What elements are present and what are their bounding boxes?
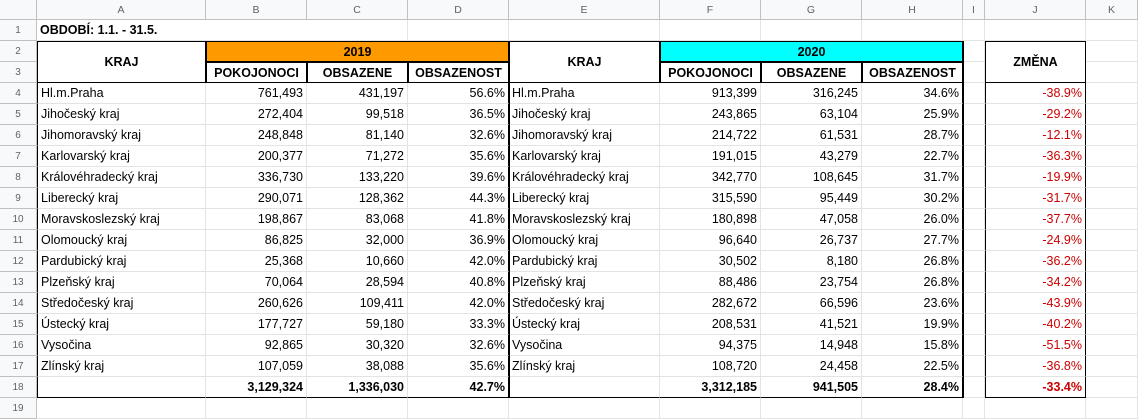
grid-cell[interactable] <box>1086 356 1138 377</box>
cell-pokojonoci-2019[interactable]: 290,071 <box>206 188 307 209</box>
grid-cell[interactable] <box>1086 104 1138 125</box>
cell-obsazene-2019[interactable]: 28,594 <box>307 272 408 293</box>
cell-kraj-2019[interactable]: Plzeňský kraj <box>37 272 206 293</box>
grid-cell[interactable] <box>862 398 963 419</box>
column-header-a[interactable]: A <box>37 0 206 20</box>
grid-cell[interactable] <box>1086 41 1138 62</box>
grid-cell[interactable] <box>1086 83 1138 104</box>
grid-cell[interactable] <box>963 104 985 125</box>
cell-obsazenost-2020[interactable]: 28.7% <box>862 125 963 146</box>
cell-obsazene-2019[interactable]: 109,411 <box>307 293 408 314</box>
cell-obsazenost-2020[interactable]: 27.7% <box>862 230 963 251</box>
grid-cell[interactable] <box>1086 335 1138 356</box>
grid-cell[interactable] <box>307 398 408 419</box>
period-label[interactable]: OBDOBÍ: 1.1. - 31.5. <box>37 20 307 41</box>
header-obsazene-2019[interactable]: OBSAZENE <box>307 62 408 83</box>
cell-obsazene-2019[interactable]: 32,000 <box>307 230 408 251</box>
cell-obsazene-2019[interactable]: 133,220 <box>307 167 408 188</box>
cell-zmena[interactable]: -40.2% <box>985 314 1086 335</box>
grid-cell[interactable] <box>509 398 660 419</box>
cell-pokojonoci-2019[interactable]: 260,626 <box>206 293 307 314</box>
cell-obsazenost-2019[interactable]: 36.9% <box>408 230 509 251</box>
cell-pokojonoci-2019[interactable]: 198,867 <box>206 209 307 230</box>
cell-obsazene-2019[interactable]: 71,272 <box>307 146 408 167</box>
grid-cell[interactable] <box>660 398 761 419</box>
cell-obsazene-2019[interactable]: 99,518 <box>307 104 408 125</box>
cell-obsazene-2020[interactable]: 26,737 <box>761 230 862 251</box>
grid-cell[interactable] <box>1086 167 1138 188</box>
cell-zmena[interactable]: -36.2% <box>985 251 1086 272</box>
header-pokojonoci-2019[interactable]: POKOJONOCI <box>206 62 307 83</box>
grid-cell[interactable] <box>1086 62 1138 83</box>
cell-kraj-2019[interactable]: Vysočina <box>37 335 206 356</box>
grid-cell[interactable] <box>1086 398 1138 419</box>
cell-pokojonoci-2019[interactable]: 86,825 <box>206 230 307 251</box>
total-obsazenost-2019[interactable]: 42.7% <box>408 377 509 398</box>
total-pokojonoci-2019[interactable]: 3,129,324 <box>206 377 307 398</box>
grid-cell[interactable] <box>1086 230 1138 251</box>
row-header-13[interactable]: 13 <box>0 272 37 293</box>
cell-kraj-2019[interactable]: Hl.m.Praha <box>37 83 206 104</box>
cell-kraj-2019[interactable]: Ústecký kraj <box>37 314 206 335</box>
cell-obsazenost-2019[interactable]: 32.6% <box>408 125 509 146</box>
row-header-5[interactable]: 5 <box>0 104 37 125</box>
cell-obsazenost-2020[interactable]: 15.8% <box>862 335 963 356</box>
cell-obsazene-2020[interactable]: 43,279 <box>761 146 862 167</box>
grid-cell[interactable] <box>761 20 862 41</box>
cell-obsazenost-2020[interactable]: 22.7% <box>862 146 963 167</box>
cell-pokojonoci-2020[interactable]: 214,722 <box>660 125 761 146</box>
cell-obsazenost-2019[interactable]: 41.8% <box>408 209 509 230</box>
cell-kraj-2020[interactable]: Liberecký kraj <box>509 188 660 209</box>
cell-obsazene-2020[interactable]: 24,458 <box>761 356 862 377</box>
grid-cell[interactable] <box>963 398 985 419</box>
cell-pokojonoci-2020[interactable]: 208,531 <box>660 314 761 335</box>
cell-obsazene-2019[interactable]: 431,197 <box>307 83 408 104</box>
cell-obsazene-2020[interactable]: 8,180 <box>761 251 862 272</box>
cell-obsazene-2020[interactable]: 61,531 <box>761 125 862 146</box>
cell-obsazenost-2020[interactable]: 26.8% <box>862 272 963 293</box>
grid-cell[interactable] <box>1086 293 1138 314</box>
column-header-j[interactable]: J <box>985 0 1086 20</box>
cell-obsazenost-2020[interactable]: 34.6% <box>862 83 963 104</box>
total-zmena[interactable]: -33.4% <box>985 377 1086 398</box>
cell-kraj-2019[interactable]: Jihočeský kraj <box>37 104 206 125</box>
row-header-6[interactable]: 6 <box>0 125 37 146</box>
cell-zmena[interactable]: -51.5% <box>985 335 1086 356</box>
row-header-2[interactable]: 2 <box>0 41 37 62</box>
select-all-corner[interactable] <box>0 0 37 20</box>
cell-pokojonoci-2020[interactable]: 243,865 <box>660 104 761 125</box>
column-header-i[interactable]: I <box>963 0 985 20</box>
grid-cell[interactable] <box>408 20 509 41</box>
cell-obsazenost-2019[interactable]: 32.6% <box>408 335 509 356</box>
grid-cell[interactable] <box>963 83 985 104</box>
row-header-11[interactable]: 11 <box>0 230 37 251</box>
cell-obsazenost-2019[interactable]: 33.3% <box>408 314 509 335</box>
cell-obsazene-2020[interactable]: 14,948 <box>761 335 862 356</box>
grid-cell[interactable] <box>963 146 985 167</box>
grid-cell[interactable] <box>1086 251 1138 272</box>
column-header-d[interactable]: D <box>408 0 509 20</box>
cell-obsazenost-2019[interactable]: 35.6% <box>408 356 509 377</box>
grid-cell[interactable] <box>1086 188 1138 209</box>
cell-zmena[interactable]: -34.2% <box>985 272 1086 293</box>
cell-kraj-2020[interactable]: Zlínský kraj <box>509 356 660 377</box>
header-obsazene-2020[interactable]: OBSAZENE <box>761 62 862 83</box>
cell-kraj-2020[interactable]: Jihočeský kraj <box>509 104 660 125</box>
cell-kraj-2020[interactable]: Pardubický kraj <box>509 251 660 272</box>
cell-obsazenost-2020[interactable]: 23.6% <box>862 293 963 314</box>
column-header-e[interactable]: E <box>509 0 660 20</box>
cell-obsazene-2020[interactable]: 63,104 <box>761 104 862 125</box>
cell-pokojonoci-2020[interactable]: 96,640 <box>660 230 761 251</box>
grid-cell[interactable] <box>509 20 660 41</box>
cell-obsazenost-2019[interactable]: 35.6% <box>408 146 509 167</box>
grid-cell[interactable] <box>963 293 985 314</box>
grid-cell[interactable] <box>963 335 985 356</box>
row-header-15[interactable]: 15 <box>0 314 37 335</box>
cell-zmena[interactable]: -43.9% <box>985 293 1086 314</box>
cell-obsazene-2020[interactable]: 108,645 <box>761 167 862 188</box>
grid-cell[interactable] <box>963 125 985 146</box>
cell-pokojonoci-2020[interactable]: 94,375 <box>660 335 761 356</box>
grid-cell[interactable] <box>963 62 985 83</box>
grid-cell[interactable] <box>985 20 1086 41</box>
row-header-17[interactable]: 17 <box>0 356 37 377</box>
header-kraj-2020[interactable]: KRAJ <box>509 41 660 83</box>
grid-cell[interactable] <box>963 230 985 251</box>
cell-kraj-2019[interactable]: Pardubický kraj <box>37 251 206 272</box>
grid-cell[interactable] <box>963 41 985 62</box>
cell-zmena[interactable]: -29.2% <box>985 104 1086 125</box>
grid-cell[interactable] <box>1086 377 1138 398</box>
column-header-c[interactable]: C <box>307 0 408 20</box>
column-header-k[interactable]: K <box>1086 0 1138 20</box>
grid-cell[interactable] <box>963 272 985 293</box>
cell-obsazenost-2019[interactable]: 56.6% <box>408 83 509 104</box>
cell-zmena[interactable]: -12.1% <box>985 125 1086 146</box>
cell-obsazene-2019[interactable]: 10,660 <box>307 251 408 272</box>
divider-right-2020 <box>963 41 964 398</box>
cell-pokojonoci-2019[interactable]: 248,848 <box>206 125 307 146</box>
cell-kraj-2019[interactable]: Zlínský kraj <box>37 356 206 377</box>
cell-obsazenost-2020[interactable]: 26.0% <box>862 209 963 230</box>
grid-cell[interactable] <box>963 356 985 377</box>
cell-pokojonoci-2020[interactable]: 108,720 <box>660 356 761 377</box>
cell-kraj-2020[interactable]: Středočeský kraj <box>509 293 660 314</box>
cell-zmena[interactable]: -19.9% <box>985 167 1086 188</box>
cell-obsazenost-2020[interactable]: 31.7% <box>862 167 963 188</box>
row-header-4[interactable]: 4 <box>0 83 37 104</box>
cell-kraj-2019[interactable]: Liberecký kraj <box>37 188 206 209</box>
cell-obsazenost-2019[interactable]: 36.5% <box>408 104 509 125</box>
cell-obsazenost-2020[interactable]: 19.9% <box>862 314 963 335</box>
grid-cell[interactable] <box>761 398 862 419</box>
cell-pokojonoci-2019[interactable]: 92,865 <box>206 335 307 356</box>
header-obsazenost-2019[interactable]: OBSAZENOST <box>408 62 509 83</box>
cell-obsazenost-2019[interactable]: 42.0% <box>408 251 509 272</box>
grid-cell[interactable] <box>963 167 985 188</box>
cell-total-label[interactable] <box>37 377 206 398</box>
column-header-b[interactable]: B <box>206 0 307 20</box>
cell-pokojonoci-2019[interactable]: 336,730 <box>206 167 307 188</box>
grid-cell[interactable] <box>1086 146 1138 167</box>
grid-cell[interactable] <box>206 398 307 419</box>
cell-obsazene-2019[interactable]: 38,088 <box>307 356 408 377</box>
cell-obsazene-2019[interactable]: 128,362 <box>307 188 408 209</box>
cell-zmena[interactable]: -36.8% <box>985 356 1086 377</box>
row-header-7[interactable]: 7 <box>0 146 37 167</box>
grid-cell[interactable] <box>660 20 761 41</box>
cell-zmena[interactable]: -24.9% <box>985 230 1086 251</box>
grid-cell[interactable] <box>985 398 1086 419</box>
cell-obsazene-2020[interactable]: 95,449 <box>761 188 862 209</box>
cell-obsazene-2020[interactable]: 66,596 <box>761 293 862 314</box>
total-obsazenost-2020[interactable]: 28.4% <box>862 377 963 398</box>
row-header-18[interactable]: 18 <box>0 377 37 398</box>
cell-obsazenost-2019[interactable]: 42.0% <box>408 293 509 314</box>
cell-pokojonoci-2020[interactable]: 30,502 <box>660 251 761 272</box>
grid-cell[interactable] <box>963 377 985 398</box>
cell-kraj-2020[interactable]: Jihomoravský kraj <box>509 125 660 146</box>
cell-obsazenost-2020[interactable]: 22.5% <box>862 356 963 377</box>
grid-cell[interactable] <box>1086 125 1138 146</box>
cell-pokojonoci-2019[interactable]: 761,493 <box>206 83 307 104</box>
cell-obsazene-2019[interactable]: 81,140 <box>307 125 408 146</box>
grid-cell[interactable] <box>1086 314 1138 335</box>
cell-kraj-2020[interactable]: Olomoucký kraj <box>509 230 660 251</box>
total-obsazene-2020[interactable]: 941,505 <box>761 377 862 398</box>
header-pokojonoci-2020[interactable]: POKOJONOCI <box>660 62 761 83</box>
cell-obsazenost-2020[interactable]: 30.2% <box>862 188 963 209</box>
cell-pokojonoci-2019[interactable]: 25,368 <box>206 251 307 272</box>
row-header-8[interactable]: 8 <box>0 167 37 188</box>
cell-zmena[interactable]: -38.9% <box>985 83 1086 104</box>
grid-cell[interactable] <box>963 251 985 272</box>
cell-pokojonoci-2019[interactable]: 70,064 <box>206 272 307 293</box>
grid-cell[interactable] <box>1086 272 1138 293</box>
grid-cell[interactable] <box>37 398 206 419</box>
grid-cell[interactable] <box>963 20 985 41</box>
grid-cell[interactable] <box>862 20 963 41</box>
cell-obsazene-2019[interactable]: 30,320 <box>307 335 408 356</box>
cell-kraj-2019[interactable]: Olomoucký kraj <box>37 230 206 251</box>
header-obsazenost-2020[interactable]: OBSAZENOST <box>862 62 963 83</box>
grid-cell[interactable] <box>408 398 509 419</box>
row-header-1[interactable]: 1 <box>0 20 37 41</box>
cell-kraj-2019[interactable]: Středočeský kraj <box>37 293 206 314</box>
cell-kraj-2019[interactable]: Karlovarský kraj <box>37 146 206 167</box>
grid-cell[interactable] <box>1086 209 1138 230</box>
cell-pokojonoci-2019[interactable]: 107,059 <box>206 356 307 377</box>
header-zmena[interactable]: ZMĚNA <box>985 41 1086 83</box>
cell-kraj-2020[interactable]: Moravskoslezský kraj <box>509 209 660 230</box>
row-header-10[interactable]: 10 <box>0 209 37 230</box>
grid-cell[interactable] <box>307 20 408 41</box>
cell-pokojonoci-2020[interactable]: 282,672 <box>660 293 761 314</box>
cell-pokojonoci-2020[interactable]: 191,015 <box>660 146 761 167</box>
cell-kraj-2020[interactable]: Karlovarský kraj <box>509 146 660 167</box>
cell-pokojonoci-2019[interactable]: 177,727 <box>206 314 307 335</box>
cell-zmena[interactable]: -36.3% <box>985 146 1086 167</box>
cell-zmena[interactable]: -31.7% <box>985 188 1086 209</box>
cell-kraj-2019[interactable]: Jihomoravský kraj <box>37 125 206 146</box>
cell-obsazene-2019[interactable]: 83,068 <box>307 209 408 230</box>
grid-cell[interactable] <box>1086 20 1138 41</box>
cell-kraj-2020[interactable]: Plzeňský kraj <box>509 272 660 293</box>
row-header-3[interactable]: 3 <box>0 62 37 83</box>
cell-obsazenost-2019[interactable]: 39.6% <box>408 167 509 188</box>
column-header-f[interactable]: F <box>660 0 761 20</box>
cell-obsazene-2020[interactable]: 41,521 <box>761 314 862 335</box>
cell-zmena[interactable]: -37.7% <box>985 209 1086 230</box>
cell-kraj-2019[interactable]: Moravskoslezský kraj <box>37 209 206 230</box>
cell-kraj-2020[interactable]: Hl.m.Praha <box>509 83 660 104</box>
cell-pokojonoci-2020[interactable]: 88,486 <box>660 272 761 293</box>
cell-kraj-2019[interactable]: Královéhradecký kraj <box>37 167 206 188</box>
cell-kraj-2020[interactable]: Královéhradecký kraj <box>509 167 660 188</box>
header-year-2019[interactable]: 2019 <box>206 41 509 62</box>
grid-cell[interactable] <box>963 209 985 230</box>
cell-obsazene-2020[interactable]: 316,245 <box>761 83 862 104</box>
column-header-g[interactable]: G <box>761 0 862 20</box>
header-year-2020[interactable]: 2020 <box>660 41 963 62</box>
column-header-h[interactable]: H <box>862 0 963 20</box>
cell-kraj-2020[interactable]: Vysočina <box>509 335 660 356</box>
cell-kraj-2020[interactable]: Ústecký kraj <box>509 314 660 335</box>
cell-obsazenost-2020[interactable]: 25.9% <box>862 104 963 125</box>
cell-pokojonoci-2020[interactable]: 180,898 <box>660 209 761 230</box>
divider-2019-2020 <box>509 83 510 398</box>
row-header-19[interactable]: 19 <box>0 398 37 419</box>
row-header-16[interactable]: 16 <box>0 335 37 356</box>
grid-cell[interactable] <box>963 314 985 335</box>
cell-obsazene-2020[interactable]: 23,754 <box>761 272 862 293</box>
row-header-9[interactable]: 9 <box>0 188 37 209</box>
total-obsazene-2019[interactable]: 1,336,030 <box>307 377 408 398</box>
cell-obsazenost-2019[interactable]: 44.3% <box>408 188 509 209</box>
cell-obsazenost-2020[interactable]: 26.8% <box>862 251 963 272</box>
header-kraj-2019[interactable]: KRAJ <box>37 41 206 83</box>
cell-obsazene-2020[interactable]: 47,058 <box>761 209 862 230</box>
cell-pokojonoci-2019[interactable]: 272,404 <box>206 104 307 125</box>
total-pokojonoci-2020[interactable]: 3,312,185 <box>660 377 761 398</box>
cell-pokojonoci-2020[interactable]: 342,770 <box>660 167 761 188</box>
row-header-12[interactable]: 12 <box>0 251 37 272</box>
cell-obsazenost-2019[interactable]: 40.8% <box>408 272 509 293</box>
row-header-14[interactable]: 14 <box>0 293 37 314</box>
cell-total-label-2020[interactable] <box>509 377 660 398</box>
cell-pokojonoci-2019[interactable]: 200,377 <box>206 146 307 167</box>
cell-obsazene-2019[interactable]: 59,180 <box>307 314 408 335</box>
cell-pokojonoci-2020[interactable]: 913,399 <box>660 83 761 104</box>
grid-cell[interactable] <box>963 188 985 209</box>
cell-pokojonoci-2020[interactable]: 315,590 <box>660 188 761 209</box>
